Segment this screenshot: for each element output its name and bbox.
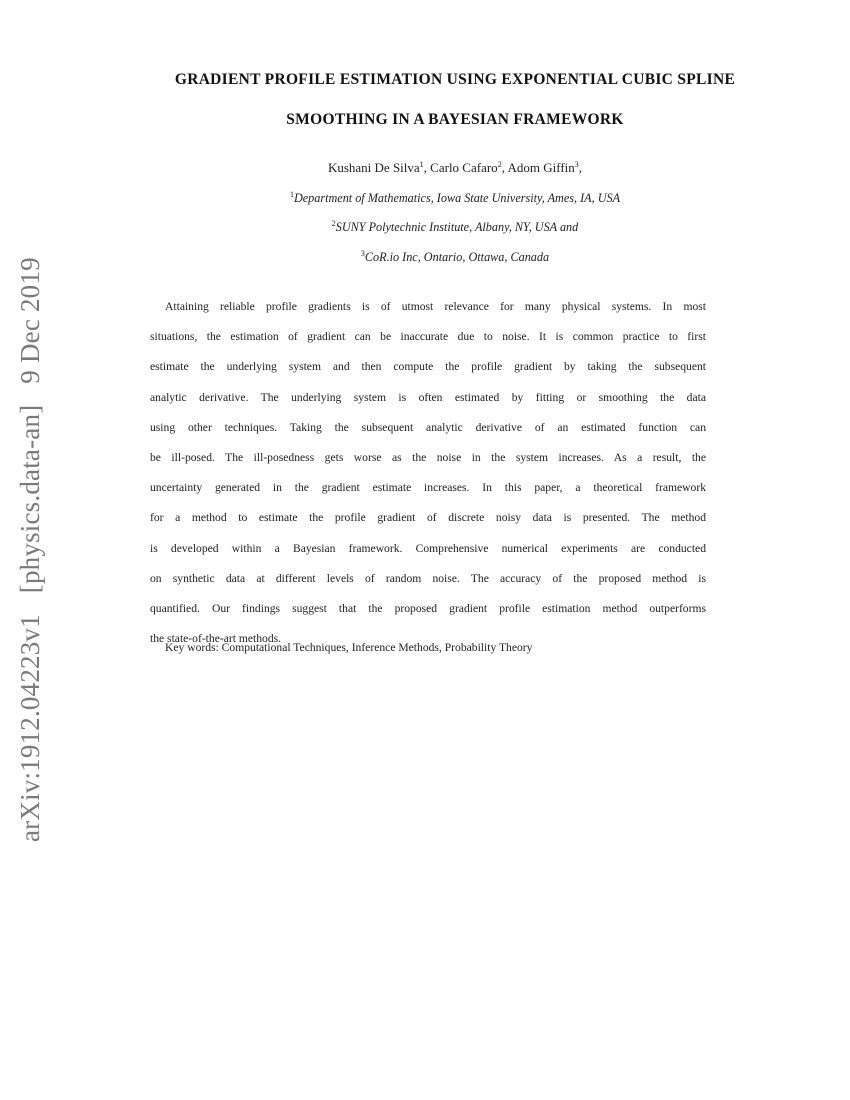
affiliation: $^3$CoR.io Inc, Ontario, Ottawa, Canada: [360, 249, 550, 264]
arxiv-stamp: [14, 257, 46, 842]
arxiv-id: arXiv:1912.04223v1: [15, 614, 45, 842]
abstract-line: is developed within a Bayesian framework. Comprehensive numerical experiments are conducted: [150, 541, 706, 555]
author: Carlo Cafaro$^2$,: [430, 160, 508, 175]
paper-title-line-1: GRADIENT PROFILE ESTIMATION USING EXPONENTIAL CUBIC SPLINE: [174, 71, 736, 88]
affiliation: $^1$Department of Mathematics, Iowa State University, Ames, IA, USA: [289, 190, 621, 205]
abstract-line: analytic derivative. The underlying system is often estimated by fitting or smoothing the data: [150, 390, 706, 404]
abstract-line: quantified. Our findings suggest that the proposed gradient profile estimation method outperforms: [150, 601, 706, 615]
keywords: Key words: Computational Techniques, Inference Methods, Probability Theory: [165, 641, 533, 654]
abstract-line: using other techniques. Taking the subsequent analytic derivative of an estimated function can: [150, 420, 706, 434]
abstract-line: be ill-posed. The ill-posedness gets worse as the noise in the system increases. As a result, the: [150, 450, 706, 464]
abstract-line: situations, the estimation of gradient can be inaccurate due to noise. It is common practice to first: [150, 330, 706, 344]
abstract-line: estimate the underlying system and then compute the profile gradient by taking the subsequent: [150, 360, 706, 374]
arxiv-date: 9 Dec 2019: [15, 257, 45, 384]
abstract-line: for a method to estimate the profile gradient of discrete noisy data is presented. The method: [150, 511, 706, 525]
arxiv-category: [physics.data-an]: [15, 404, 45, 594]
abstract-line: on synthetic data at different levels of random noise. The accuracy of the proposed method is: [150, 571, 706, 585]
author: Adom Giffin$^3$,: [507, 160, 583, 175]
paper-title-line-2: SMOOTHING IN A BAYESIAN FRAMEWORK: [286, 111, 624, 128]
abstract-line: uncertainty generated in the gradient estimate increases. In this paper, a theoretical framework: [150, 481, 706, 495]
affiliation: $^2$SUNY Polytechnic Institute, Albany, NY, USA and: [331, 219, 579, 234]
author: Kushani De Silva$^1$,: [327, 160, 431, 175]
abstract-line: Attaining reliable profile gradients is of utmost relevance for many physical systems. In most: [165, 300, 706, 313]
abstract-line: the state-of-the-art methods.: [150, 632, 282, 646]
author-list: [60, 160, 850, 176]
abstract: [150, 292, 706, 654]
